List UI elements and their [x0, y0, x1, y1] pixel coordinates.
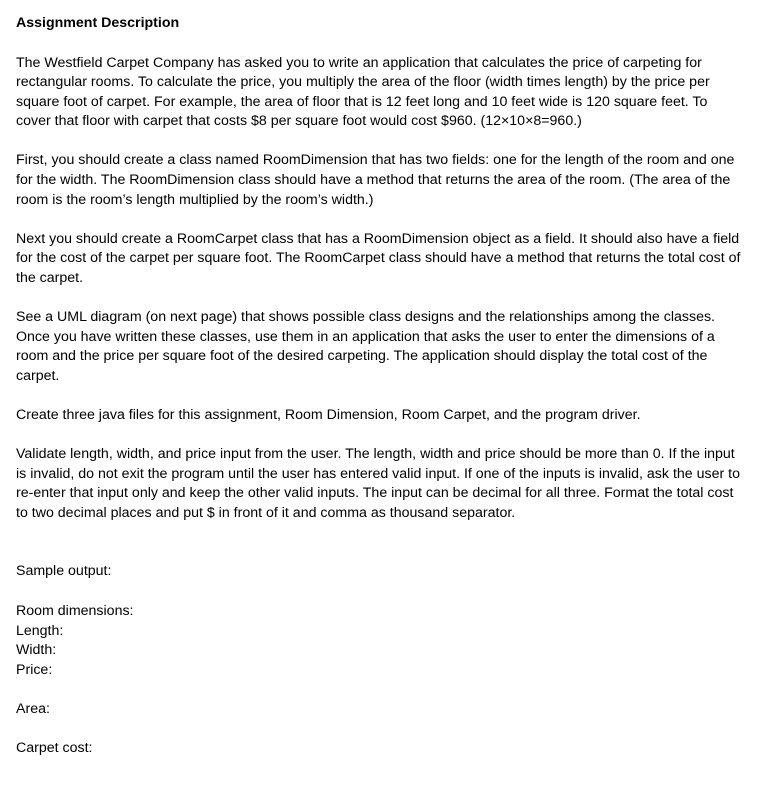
sample-room-dimensions: Room dimensions:: [16, 602, 134, 619]
paragraph-validation: Validate length, width, and price input from the user. The length, width and price should be more than 0. If the input is invalid, do not exit the program until the user has entered valid input. If one of the inputs is invalid, ask the user to re-enter that input only and keep the other valid inputs. The input can be decimal for all three. Format the total cost to two decimal places and put $ in front of it and comma as thousand separator.: [16, 446, 740, 521]
paragraph-intro: The Westfield Carpet Company has asked you to write an application that calculates the price of carpeting for rectangular rooms. To calculate the price, you multiply the area of the floor (width times length) by the price per square foot of carpet. For example, the area of floor that is 12 feet long and 10 feet wide is 120 square feet. To cover that floor with carpet that costs $8 per square foot would cost $960. (12×10×8=960.): [16, 54, 710, 130]
sample-output-block: [16, 602, 742, 759]
spacer: [16, 719, 742, 739]
paragraph-uml-diagram: See a UML diagram (on next page) that shows possible class designs and the relationships among the classes. Once you have written these classes, use them in an application that asks the user to enter the dimensions of a room and the price per square foot of the desired carpeting. The application should display the total cost of the carpet.: [16, 309, 715, 384]
sample-price: Price:: [16, 661, 53, 678]
assignment-heading: Assignment Description: [16, 15, 180, 31]
paragraph-room-dimension: First, you should create a class named RoomDimension that has two fields: one for the length of the room and one for the width. The RoomDimension class should have a method that returns the area of the room. (The area of the room is the room’s length multiplied by the room’s width.): [16, 152, 735, 208]
sample-carpet-cost: Carpet cost:: [16, 739, 93, 756]
sample-length: Length:: [16, 622, 64, 639]
paragraph-java-files: Create three java files for this assignment, Room Dimension, Room Carpet, and the program driver.: [16, 406, 641, 423]
sample-area: Area:: [16, 700, 50, 717]
sample-width: Width:: [16, 642, 57, 659]
sample-output-title: Sample output:: [16, 563, 112, 580]
spacer: [16, 543, 742, 563]
paragraph-room-carpet: Next you should create a RoomCarpet class that has a RoomDimension object as a field. It should also have a field for the cost of the carpet per square foot. The RoomCarpet class should have a method that returns the total cost of the carpet.: [16, 230, 741, 286]
spacer: [16, 680, 742, 700]
